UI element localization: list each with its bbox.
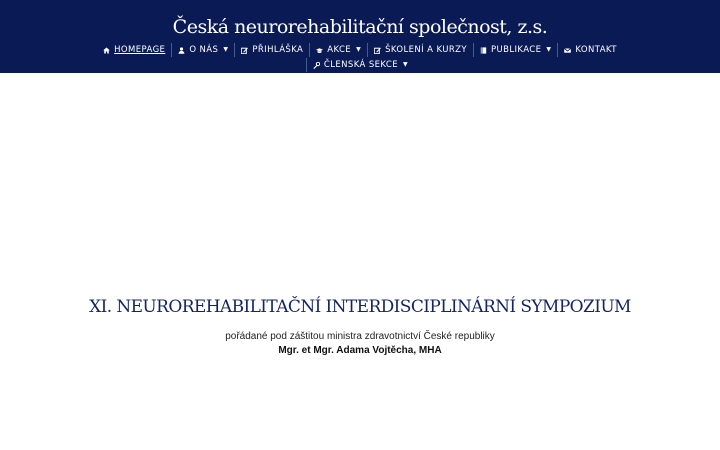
nav-label-kontakt: KONTAKT — [575, 45, 617, 55]
nav-label-akce: AKCE — [327, 45, 352, 55]
nav-label-clenska-sekce: ČLENSKÁ SEKCE — [323, 60, 399, 70]
edit-icon — [241, 47, 248, 54]
nav-item-publikace[interactable] — [473, 43, 557, 57]
nav-item-homepage[interactable] — [97, 43, 171, 57]
symposium-subtitle: pořádané pod záštitou ministra zdravotnictví České republiky — [225, 331, 495, 342]
site-header — [0, 0, 720, 73]
envelope-icon — [564, 47, 571, 54]
user-icon — [178, 47, 185, 54]
nav-item-o-nas[interactable] — [171, 43, 234, 57]
nav-item-kontakt[interactable] — [557, 43, 622, 57]
symposium-patron: Mgr. et Mgr. Adama Vojtěcha, MHA — [278, 345, 442, 356]
nav-item-prihlaska[interactable] — [234, 43, 309, 57]
nav-label-prihlaska: PŘIHLÁŠKA — [252, 45, 304, 55]
caret-down-icon: ▼ — [546, 46, 552, 53]
nav-label-skoleni-a-kurzy: ŠKOLENÍ A KURZY — [385, 45, 467, 55]
nav-label-publikace: PUBLIKACE — [490, 45, 542, 55]
home-icon — [103, 47, 110, 54]
nav-label-homepage: HOMEPAGE — [114, 45, 166, 55]
edit-icon — [374, 47, 381, 54]
nav-label-o-nas: O NÁS — [189, 45, 219, 55]
secondary-nav — [0, 58, 720, 72]
caret-down-icon: ▼ — [403, 61, 409, 68]
caret-down-icon: ▼ — [223, 46, 229, 53]
book-icon — [480, 47, 487, 54]
wrench-icon — [313, 62, 320, 69]
nav-item-clenska-sekce[interactable] — [306, 58, 414, 72]
nav-item-skoleni-a-kurzy[interactable] — [367, 43, 473, 57]
site-title[interactable]: Česká neurorehabilitační společnost, z.s. — [172, 16, 548, 38]
nav-item-akce[interactable] — [309, 43, 367, 57]
main-nav — [0, 43, 720, 57]
symposium-title: XI. NEUROREHABILITAČNÍ INTERDISCIPLINÁRNÍ SYMPOZIUM — [89, 297, 631, 317]
caret-down-icon: ▼ — [356, 46, 362, 53]
graduation-cap-icon — [316, 47, 323, 54]
